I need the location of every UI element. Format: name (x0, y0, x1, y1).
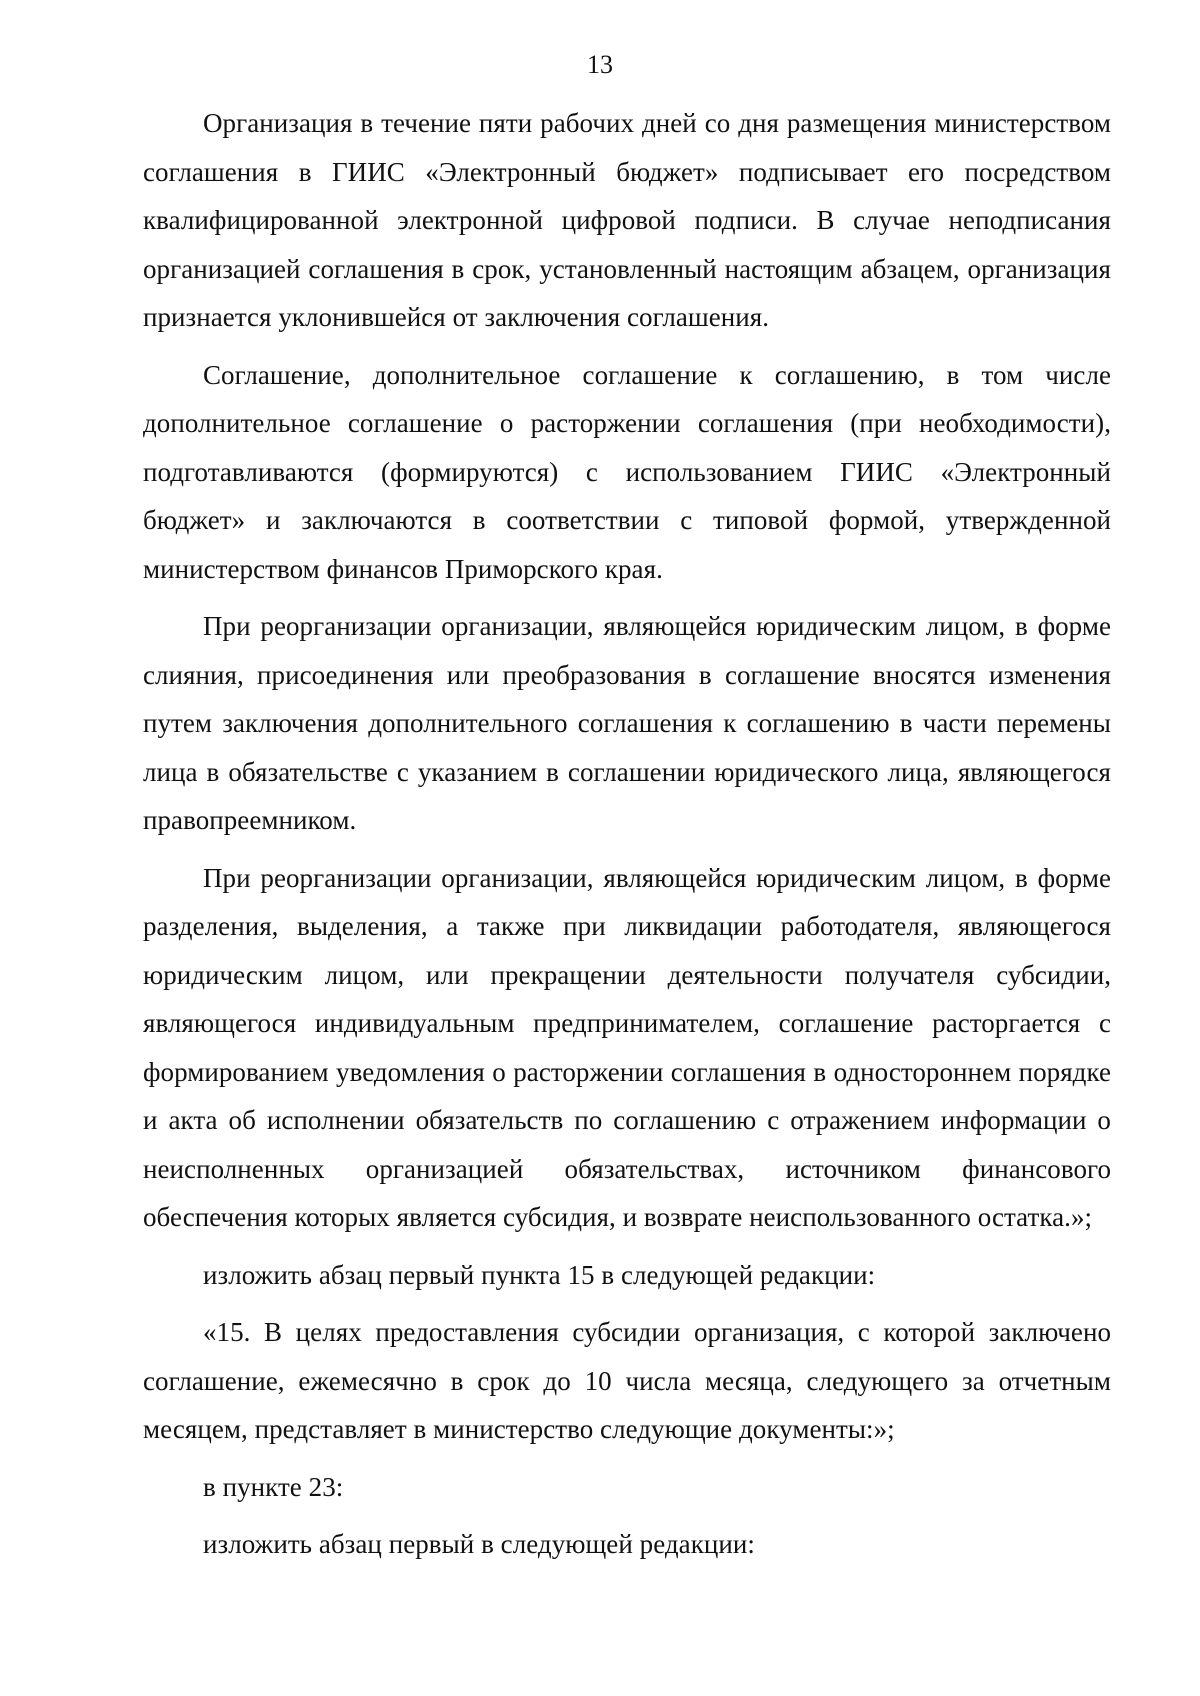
document-body (143, 99, 1111, 1578)
paragraph-reorganization-division: При реорганизации организации, являющейся юридическим лицом, в форме разделения, выделения, а также при ликвидации работодателя, являющегося юридическим лицом, или прекращении деятельности получателя субсидии, являющегося индивидуальным предпринимателем, соглашение расторгается с формированием уведомления о расторжении соглашения в одностороннем порядке и акта об исполнении обязательств по соглашению с отражением информации о неисполненных организацией обязательствах, источником финансового обеспечения которых является субсидия, и возврате неиспользованного остатка.»; (143, 862, 1111, 1232)
paragraph-amend-point-15: изложить абзац первый пункта 15 в следующей редакции: (203, 1259, 876, 1290)
paragraph-point-15-text: «15. В целях предоставления субсидии организация, с которой заключено соглашение, ежемесячно в срок до 10 числа месяца, следующего за отчетным месяцем, представляет в министерство следующие документы:»; (143, 1317, 1111, 1444)
paragraph-agreement-preparation: Соглашение, дополнительное соглашение к соглашению, в том числе дополнительное соглашение о расторжении соглашения (при необходимости), подготавливаются (формируются) с использованием ГИИС «Электронный бюджет» и заключаются в соответствии с типовой формой, утвержденной министерством финансов Приморского края. (143, 359, 1111, 584)
page-number: 13 (587, 50, 613, 79)
paragraph-point-23: в пункте 23: (203, 1471, 344, 1502)
paragraph-signing-deadline: Организация в течение пяти рабочих дней со дня размещения министерством соглашения в ГИИС «Электронный бюджет» подписывает его посредством квалифицированной электронной цифровой подписи. В случае неподписания организацией соглашения в срок, установленный настоящим абзацем, организация признается уклонившейся от заключения соглашения. (143, 108, 1111, 332)
paragraph-reorganization-merger: При реорганизации организации, являющейся юридическим лицом, в форме слияния, присоединения или преобразования в соглашение вносятся изменения путем заключения дополнительного соглашения к соглашению в части перемены лица в обязательстве с указанием в соглашении юридического лица, являющегося правопреемником. (143, 611, 1111, 835)
paragraph-amend-first-abzac: изложить абзац первый в следующей редакции: (203, 1529, 755, 1559)
